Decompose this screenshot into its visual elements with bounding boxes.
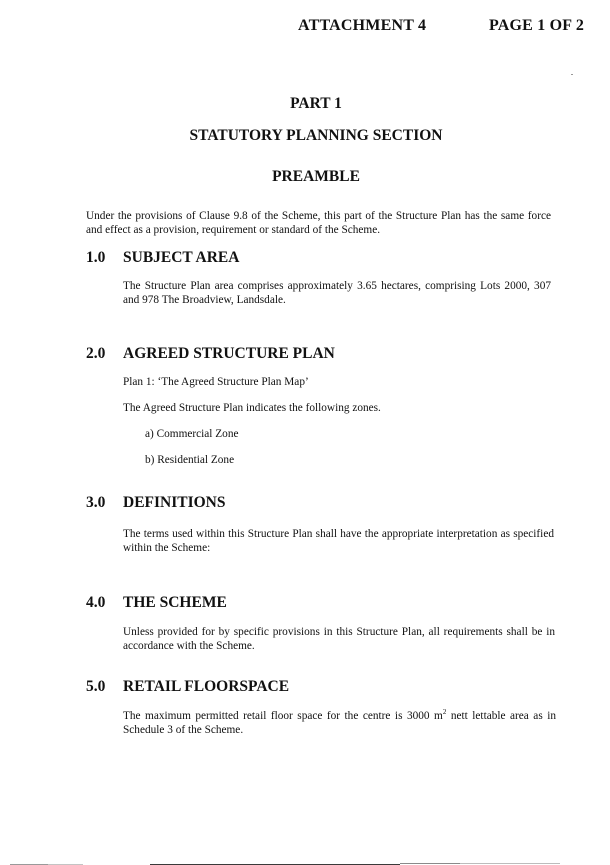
part-title: PART 1 (290, 95, 342, 112)
section-4-number: 4.0 (86, 594, 106, 611)
section-5-heading: RETAIL FLOORSPACE (123, 678, 290, 695)
page-indicator: PAGE 1 OF 2 (489, 17, 585, 34)
preamble-paragraph: Under the provisions of Clause 9.8 of the Scheme, this part of the Structure Plan has the same force and effect as a provision, requirement or standard of the Scheme. (86, 210, 551, 236)
section-5-text-after: nett lettable area as in Schedule 3 of the Scheme. (123, 710, 557, 736)
section-2-plan-reference: Plan 1: ‘The Agreed Structure Plan Map’ (123, 376, 309, 388)
scan-speck (571, 74, 573, 75)
section-5-paragraph (123, 709, 556, 737)
section-title: STATUTORY PLANNING SECTION (189, 127, 443, 144)
superscript-squared: 2 (442, 708, 447, 716)
section-2-heading: AGREED STRUCTURE PLAN (123, 345, 335, 362)
section-4-heading: THE SCHEME (123, 594, 227, 611)
scan-edge-line (460, 863, 560, 864)
section-3-paragraph: The terms used within this Structure Plan shall have the appropriate interpretation as specified within the Scheme: (123, 528, 554, 554)
section-1-paragraph: The Structure Plan area comprises approximately 3.65 hectares, comprising Lots 2000, 307 and 978 The Broadview, Landsdale. (123, 280, 551, 306)
zone-list-item: a) Commercial Zone (145, 428, 239, 440)
section-4-paragraph: Unless provided for by specific provisions in this Structure Plan, all requirements shall be in accordance with the Scheme. (123, 626, 555, 652)
section-1-number: 1.0 (86, 249, 106, 266)
section-5-text-before: The maximum permitted retail floor space for the centre is 3000 m (123, 710, 443, 722)
zone-list-item: b) Residential Zone (145, 454, 235, 466)
preamble-title: PREAMBLE (272, 168, 360, 185)
section-5-number: 5.0 (86, 678, 106, 695)
section-3-heading: DEFINITIONS (123, 494, 226, 511)
section-1-heading: SUBJECT AREA (123, 249, 240, 266)
section-2-number: 2.0 (86, 345, 106, 362)
section-2-intro: The Agreed Structure Plan indicates the following zones. (123, 402, 381, 414)
section-3-number: 3.0 (86, 494, 106, 511)
scan-edge-line (400, 863, 460, 864)
attachment-label: ATTACHMENT 4 (298, 17, 427, 34)
